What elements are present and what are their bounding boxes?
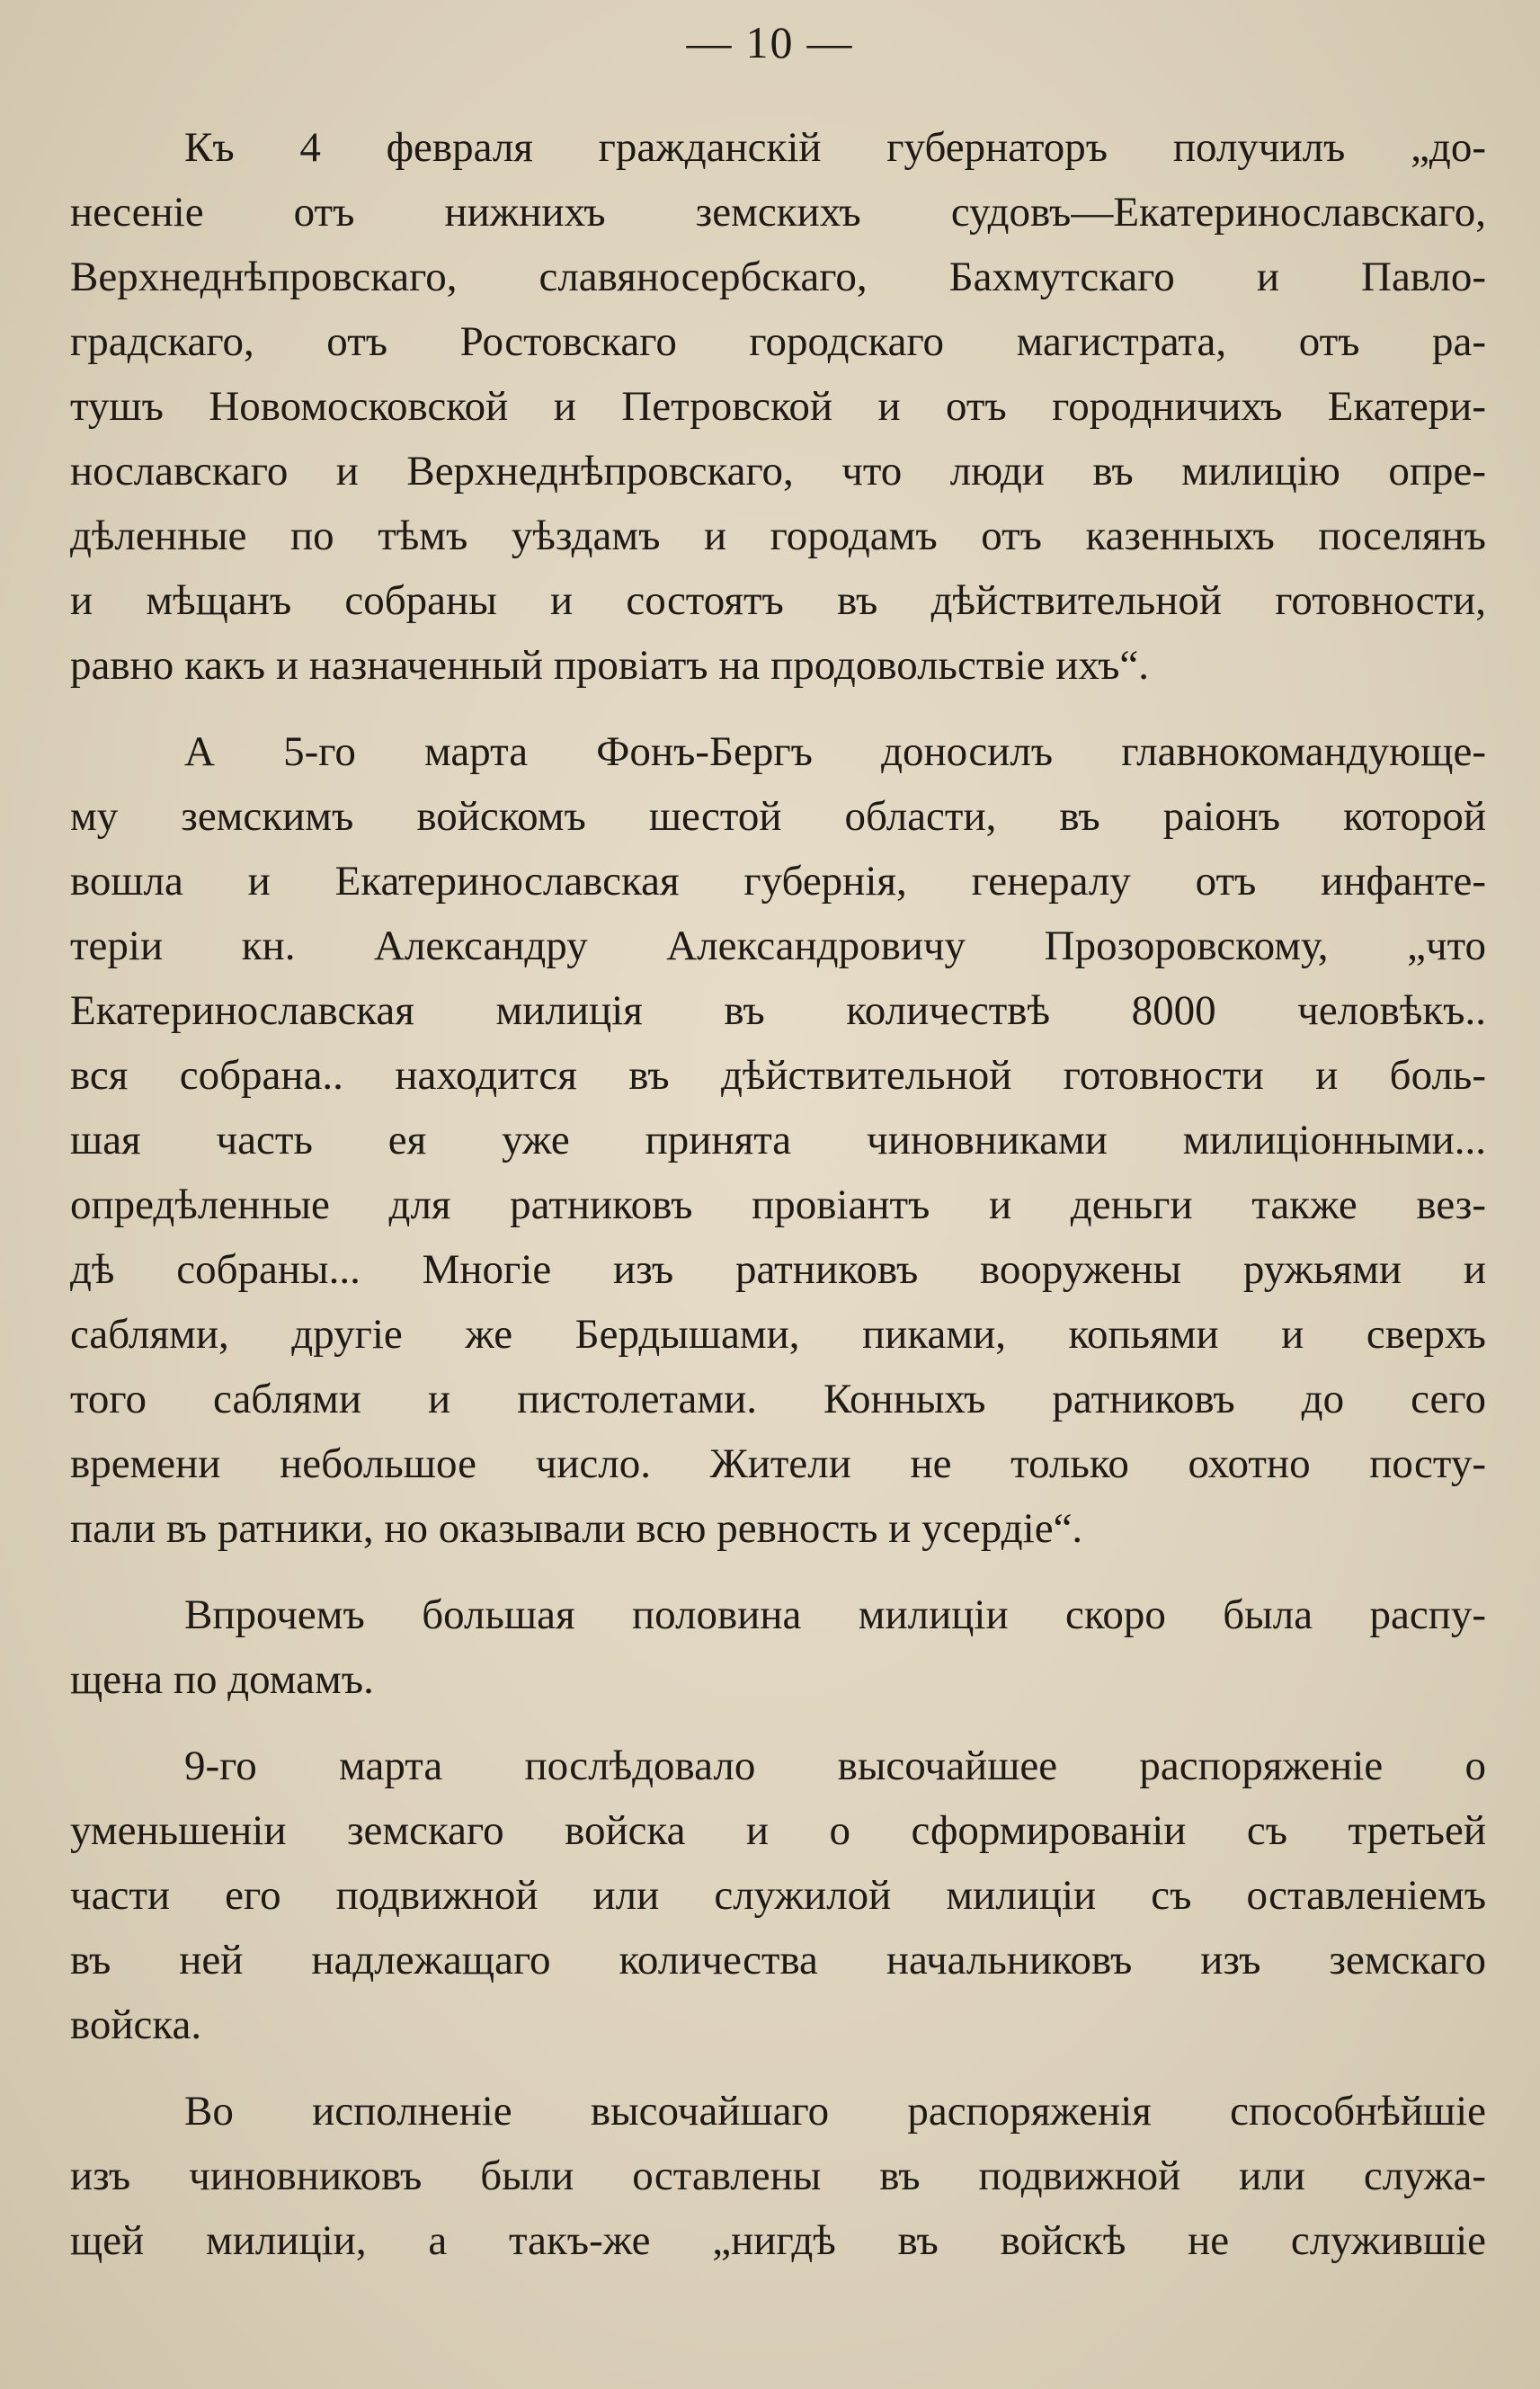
- text-line: градскаго, отъ Ростовскаго городскаго магистрата, отъ ра-: [70, 318, 1486, 365]
- text-line: вся собрана.. находится въ дѣйствительной готовности и боль-: [70, 1052, 1486, 1099]
- text-line: и мѣщанъ собраны и состоятъ въ дѣйствительной готовности,: [70, 577, 1486, 624]
- text-line: Екатеринославская милиція въ количествѣ 8000 человѣкъ..: [70, 987, 1486, 1034]
- text-line: изъ чиновниковъ были оставлены въ подвижной или служа-: [70, 2153, 1486, 2199]
- text-line: дѣленные по тѣмъ уѣздамъ и городамъ отъ казенныхъ поселянъ: [70, 513, 1486, 559]
- page-number: [0, 16, 1540, 68]
- text-line: шая часть ея уже принята чиновниками милиціонными...: [70, 1117, 1486, 1163]
- text-line: того саблями и пистолетами. Конныхъ ратниковъ до сего: [70, 1376, 1486, 1422]
- text-line: щена по домамъ.: [70, 1656, 374, 1703]
- page-number-dash-right: —: [806, 17, 854, 67]
- text-line: щей милиціи, а такъ-же „нигдѣ въ войскѣ не служившіе: [70, 2217, 1486, 2264]
- text-line: времени небольшое число. Жители не только охотно посту-: [70, 1440, 1486, 1487]
- text-line: саблями, другіе же Бердышами, пиками, копьями и сверхъ: [70, 1311, 1486, 1358]
- text-line: несеніе отъ нижнихъ земскихъ судовъ—Екатеринославскаго,: [70, 189, 1486, 236]
- page-number-dash-left: —: [686, 17, 734, 67]
- text-line: теріи кн. Александру Александровичу Прозоровскому, „что: [70, 923, 1486, 969]
- text-line: уменьшеніи земскаго войска и о сформированіи съ третьей: [70, 1807, 1486, 1854]
- text-line: тушъ Новомосковской и Петровской и отъ городничихъ Екатери-: [70, 383, 1486, 430]
- text-line: А 5-го марта Фонъ-Бергъ доносилъ главнокомандующе-: [184, 728, 1486, 775]
- text-line: вошла и Екатеринославская губернія, генералу отъ инфанте-: [70, 858, 1486, 905]
- text-line: войска.: [70, 2001, 202, 2048]
- text-line: му земскимъ войскомъ шестой области, въ раіонъ которой: [70, 793, 1486, 840]
- text-line: Верхнеднѣпровскаго, славяносербскаго, Бахмутскаго и Павло-: [70, 254, 1486, 300]
- text-line: равно какъ и назначенный провіатъ на продовольствіе ихъ“.: [70, 642, 1150, 689]
- text-line: въ ней надлежащаго количества начальниковъ изъ земскаго: [70, 1937, 1486, 1983]
- text-line: Къ 4 февраля гражданскій губернаторъ получилъ „до-: [184, 124, 1486, 171]
- text-line: части его подвижной или служилой милиціи съ оставленіемъ: [70, 1872, 1486, 1919]
- text-line: опредѣленные для ратниковъ провіантъ и деньги также вез-: [70, 1181, 1486, 1228]
- text-line: Впрочемъ большая половина милиціи скоро была распу-: [184, 1591, 1486, 1638]
- text-line: дѣ собраны... Многіе изъ ратниковъ вооружены ружьями и: [70, 1246, 1486, 1293]
- text-line: пали въ ратники, но оказывали всю ревность и усердіе“.: [70, 1505, 1083, 1552]
- text-line: нославскаго и Верхнеднѣпровскаго, что люди въ милицію опре-: [70, 448, 1486, 495]
- text-line: Во исполненіе высочайшаго распоряженія способнѣйшіе: [184, 2088, 1486, 2135]
- text-line: 9-го марта послѣдовало высочайшее распоряженіе о: [184, 1743, 1486, 1789]
- page-number-value: 10: [745, 17, 795, 67]
